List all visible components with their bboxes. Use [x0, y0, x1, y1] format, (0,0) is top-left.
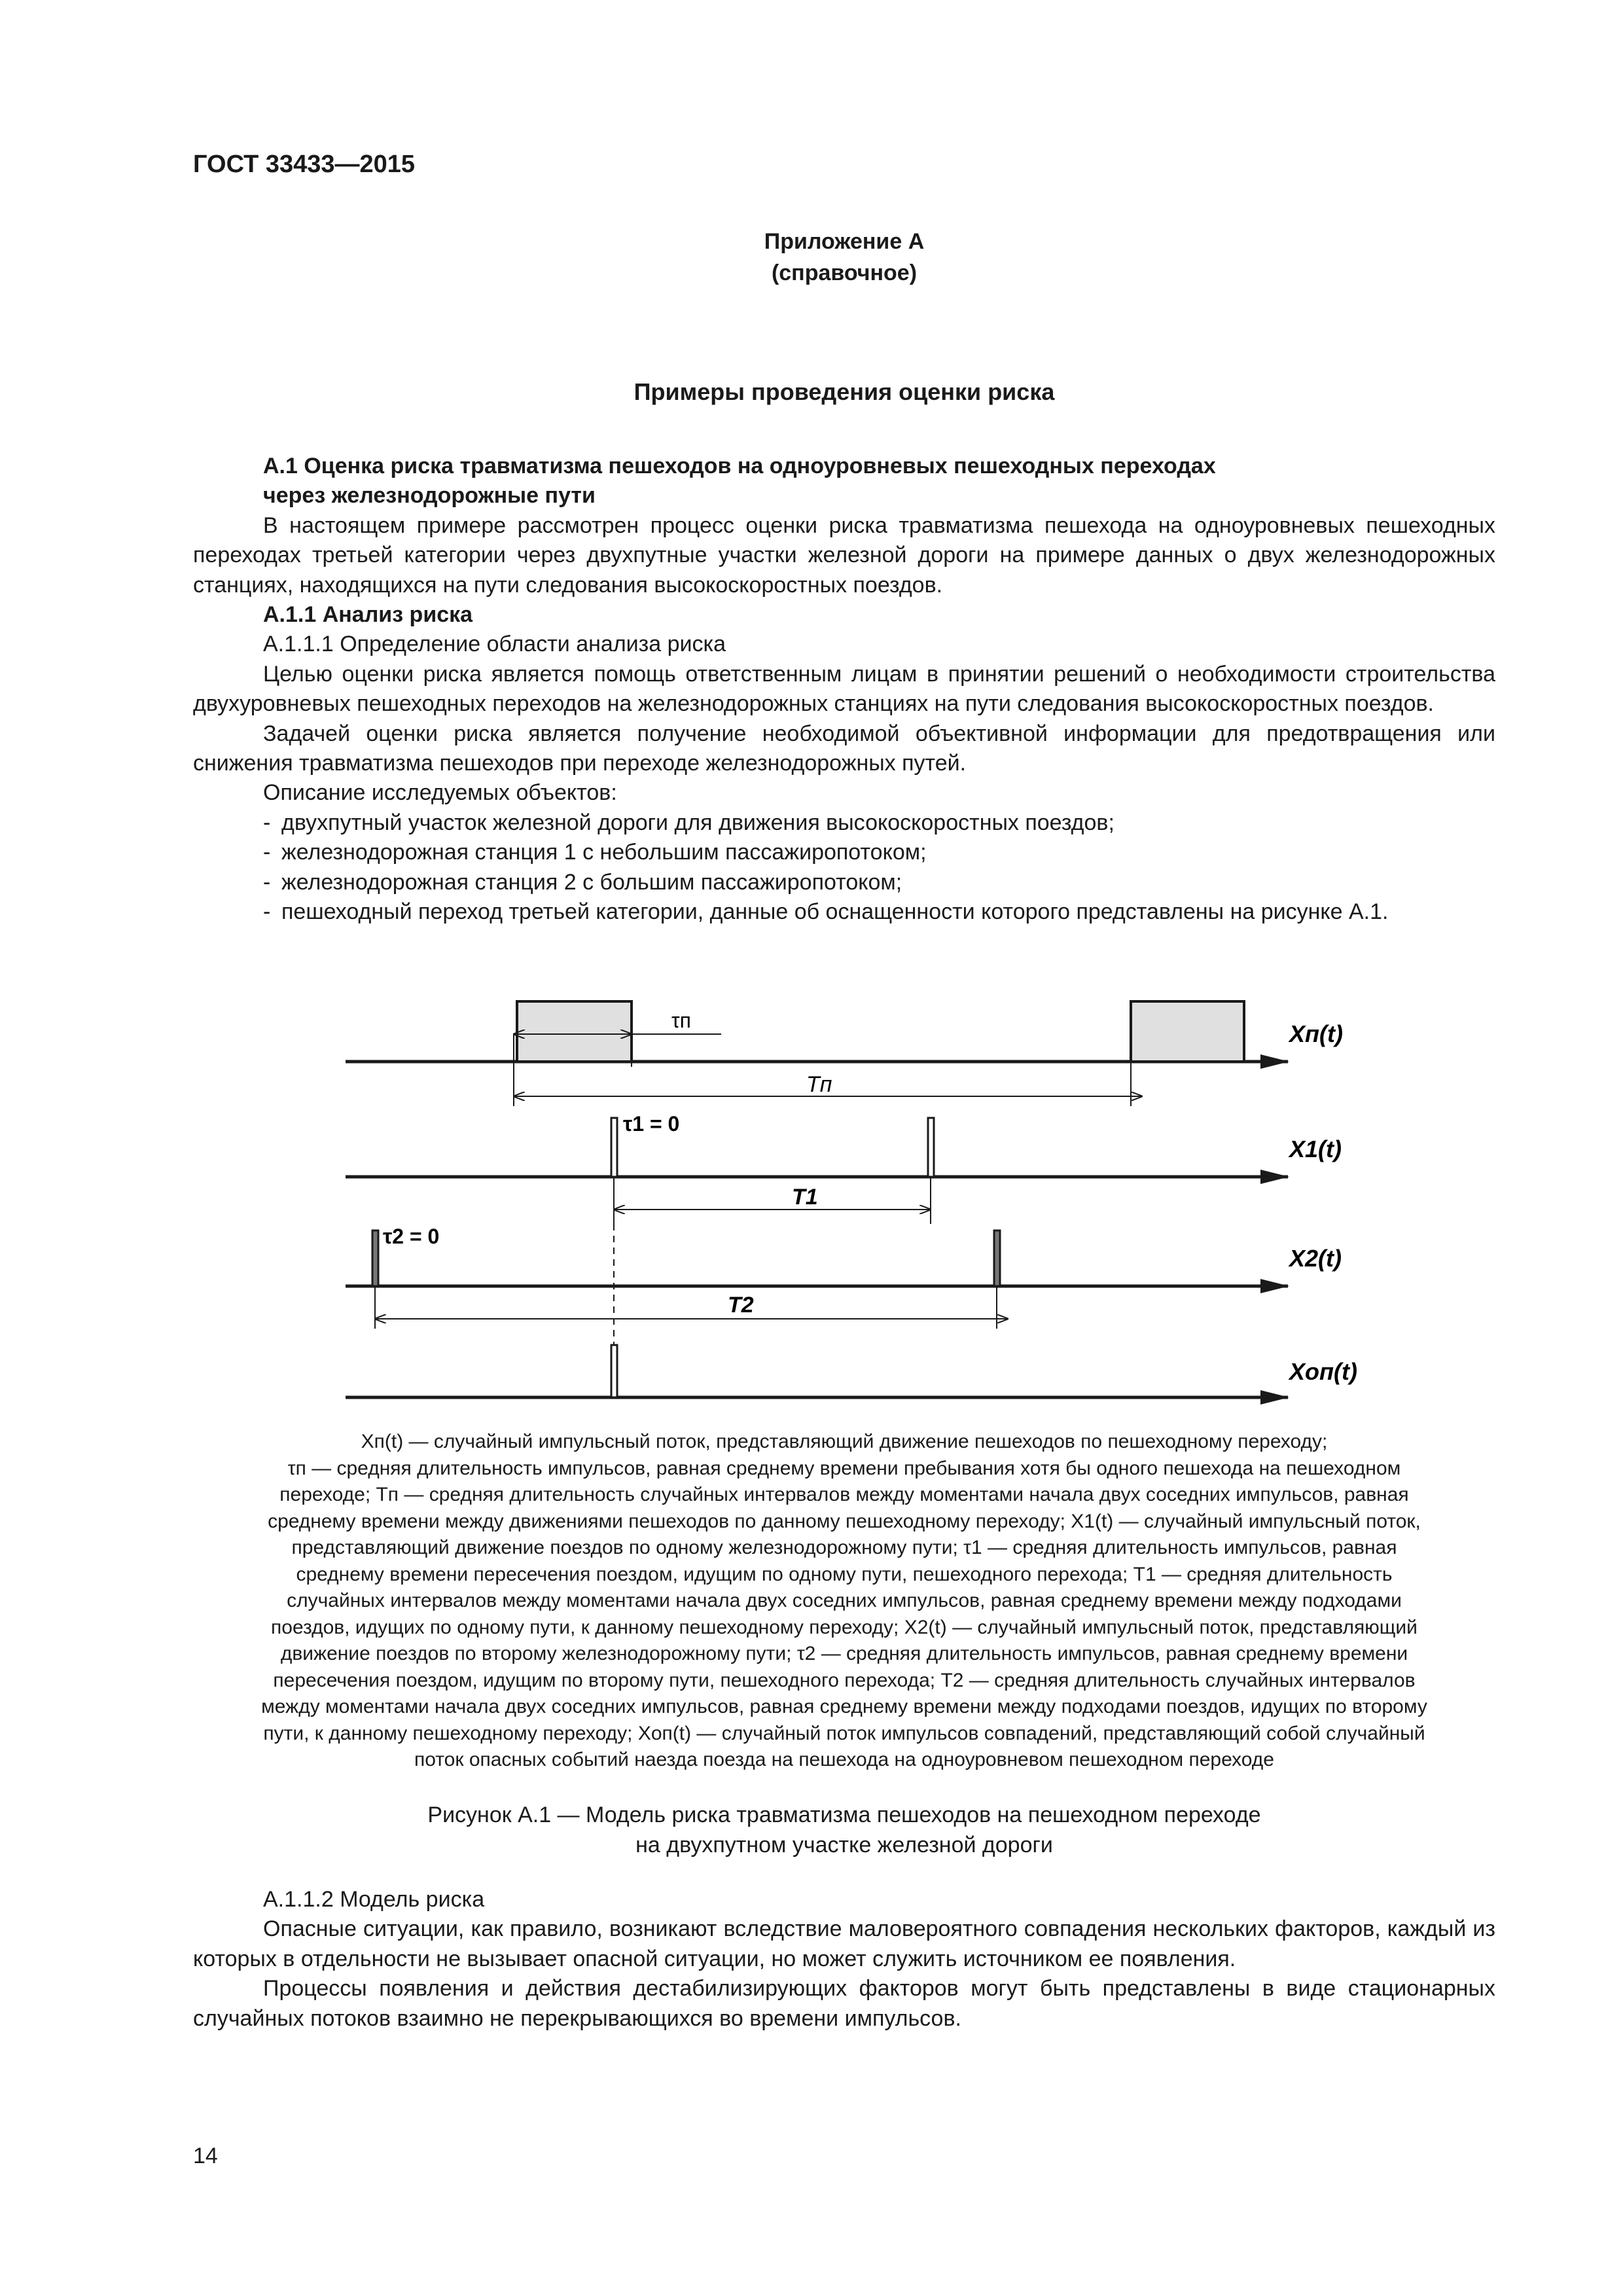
caption-line: Xп(t) — случайный импульсный поток, представляющий движение пешеходов по пешеходному переходу;: [361, 1431, 1328, 1452]
objects-intro: Описание исследуемых объектов:: [263, 780, 617, 806]
caption-line: между моментами начала двух соседних импульсов, равная среднему времени между подходами поездов, идущих по второму: [261, 1696, 1427, 1717]
page-number: 14: [193, 2144, 218, 2168]
appendix-title: Приложение А: [764, 229, 925, 254]
pulse-x1-2: [928, 1118, 934, 1177]
pulse-xp-1: [517, 1001, 632, 1062]
goal-paragraph: Целью оценки риска является помощь ответственным лицам в принятии решений о необходимости строительства двухуровневых пешеходных переходов на железнодорожных станциях на пути следования высокоскоростных поездов.: [193, 661, 1495, 717]
intro-paragraph: В настоящем примере рассмотрен процесс оценки риска травматизма пешехода на одноуровневых пешеходных переходах третьей категории через двухпутные участки железной дороги на примере данных о двух железнодорожных станциях, находящихся на пути следования высокоскоростных поездов.: [193, 512, 1495, 598]
label-xop: Xоп(t): [1289, 1358, 1357, 1385]
figure-title-line1: Рисунок А.1 — Модель риска травматизма пешеходов на пешеходном переходе: [427, 1803, 1261, 1827]
caption-line: движение поездов по второму железнодорожному пути; τ2 — средняя длительность импульсов, равная среднему времени: [280, 1643, 1408, 1664]
label-tau1: τ1 = 0: [623, 1112, 680, 1136]
pulse-x2-2: [994, 1230, 1000, 1286]
label-x1: X1(t): [1289, 1136, 1342, 1162]
label-x2: X2(t): [1289, 1245, 1342, 1272]
caption-line: среднему времени между движениями пешеходов по данному пешеходному переходу; X1(t) — случайный импульсный поток,: [268, 1510, 1421, 1532]
list-item: - двухпутный участок железной дороги для движения высокоскоростных поездов;: [263, 810, 1115, 835]
label-tau2: τ2 = 0: [383, 1225, 440, 1248]
subsection-area-title: А.1.1.1 Определение области анализа риска: [263, 632, 726, 657]
appendix-kind: (справочное): [771, 260, 918, 285]
section-a1-title-line1: А.1 Оценка риска травматизма пешеходов на одноуровневых пешеходных переходах: [263, 454, 1216, 478]
model-paragraph-2: Процессы появления и действия дестабилизирующих факторов могут быть представлены в виде стационарных случайных потоков взаимно не перекрывающихся во времени импульсов.: [193, 1976, 1495, 2031]
figure-title: [193, 1800, 1495, 1860]
label-T1: T1: [792, 1185, 818, 1210]
label-T-p: Tп: [806, 1072, 832, 1097]
model-paragraph-1: Опасные ситуации, как правило, возникают вследствие маловероятного совпадения нескольких факторов, каждый из которых в отдельности не вызывает опасной ситуации, но может служить источником ее появления.: [193, 1916, 1495, 1971]
subsection-analysis-title: А.1.1 Анализ риска: [263, 602, 473, 628]
caption-line: переходе; Tп — средняя длительность случайных интервалов между моментами начала двух соседних импульсов, равная: [279, 1484, 1409, 1505]
section-model-text: [193, 1885, 1495, 2034]
section-heading: Примеры проведения оценки риска: [633, 378, 1055, 405]
figure-caption: [196, 1429, 1492, 1774]
document-header: ГОСТ 33433—2015: [193, 151, 416, 178]
list-item: - пешеходный переход третьей категории, данные об оснащенности которого представлены на рисунке А.1.: [263, 899, 1389, 925]
label-xp: Xп(t): [1289, 1020, 1343, 1047]
figure-title-line2: на двухпутном участке железной дороги: [635, 1833, 1053, 1857]
list-item: - железнодорожная станция 2 с большим пассажиропотоком;: [263, 869, 902, 895]
caption-line: пути, к данному пешеходному переходу; Xоп(t) — случайный поток импульсов совпадений, представляющий собой случайный: [263, 1722, 1425, 1744]
caption-line: поездов, идущих по одному пути, к данному пешеходному переходу; X2(t) — случайный импульсный поток, представляющий: [271, 1616, 1418, 1638]
caption-line: представляющий движение поездов по одному железнодорожному пути; τ1 — средняя длительность импульсов, равная: [291, 1537, 1397, 1558]
label-tau-p: τп: [671, 1009, 691, 1032]
pulse-xop-1: [611, 1345, 617, 1397]
caption-line: τп — средняя длительность импульсов, равная среднему времени пребывания хотя бы одного пешехода на пешеходном: [287, 1457, 1401, 1479]
caption-line: поток опасных событий наезда поезда на пешехода на одноуровневом пешеходном переходе: [414, 1749, 1274, 1770]
section-a1-title-line2: через железнодорожные пути: [263, 483, 596, 509]
caption-line: случайных интервалов между моментами начала двух соседних импульсов, равная среднему времени между подходами: [287, 1590, 1402, 1611]
task-paragraph: Задачей оценки риска является получение необходимой объективной информации для предотвращения или снижения травматизма пешеходов при переходе железнодорожных путей.: [193, 721, 1495, 776]
pulse-xp-2: [1131, 1001, 1244, 1062]
subsection-model-title: А.1.1.2 Модель риска: [263, 1887, 485, 1912]
list-item: - железнодорожная станция 1 с небольшим пассажиропотоком;: [263, 840, 927, 865]
label-T2: T2: [728, 1293, 754, 1318]
caption-line: среднему времени пересечения поездом, идущим по одному пути, пешеходного перехода; T1 — средняя длительность: [296, 1563, 1393, 1585]
pulse-x1-1: [611, 1118, 617, 1177]
caption-line: пересечения поездом, идущим по второму пути, пешеходного перехода; T2 — средняя длительность случайных интервалов: [273, 1669, 1416, 1691]
pulse-x2-1: [372, 1230, 378, 1286]
